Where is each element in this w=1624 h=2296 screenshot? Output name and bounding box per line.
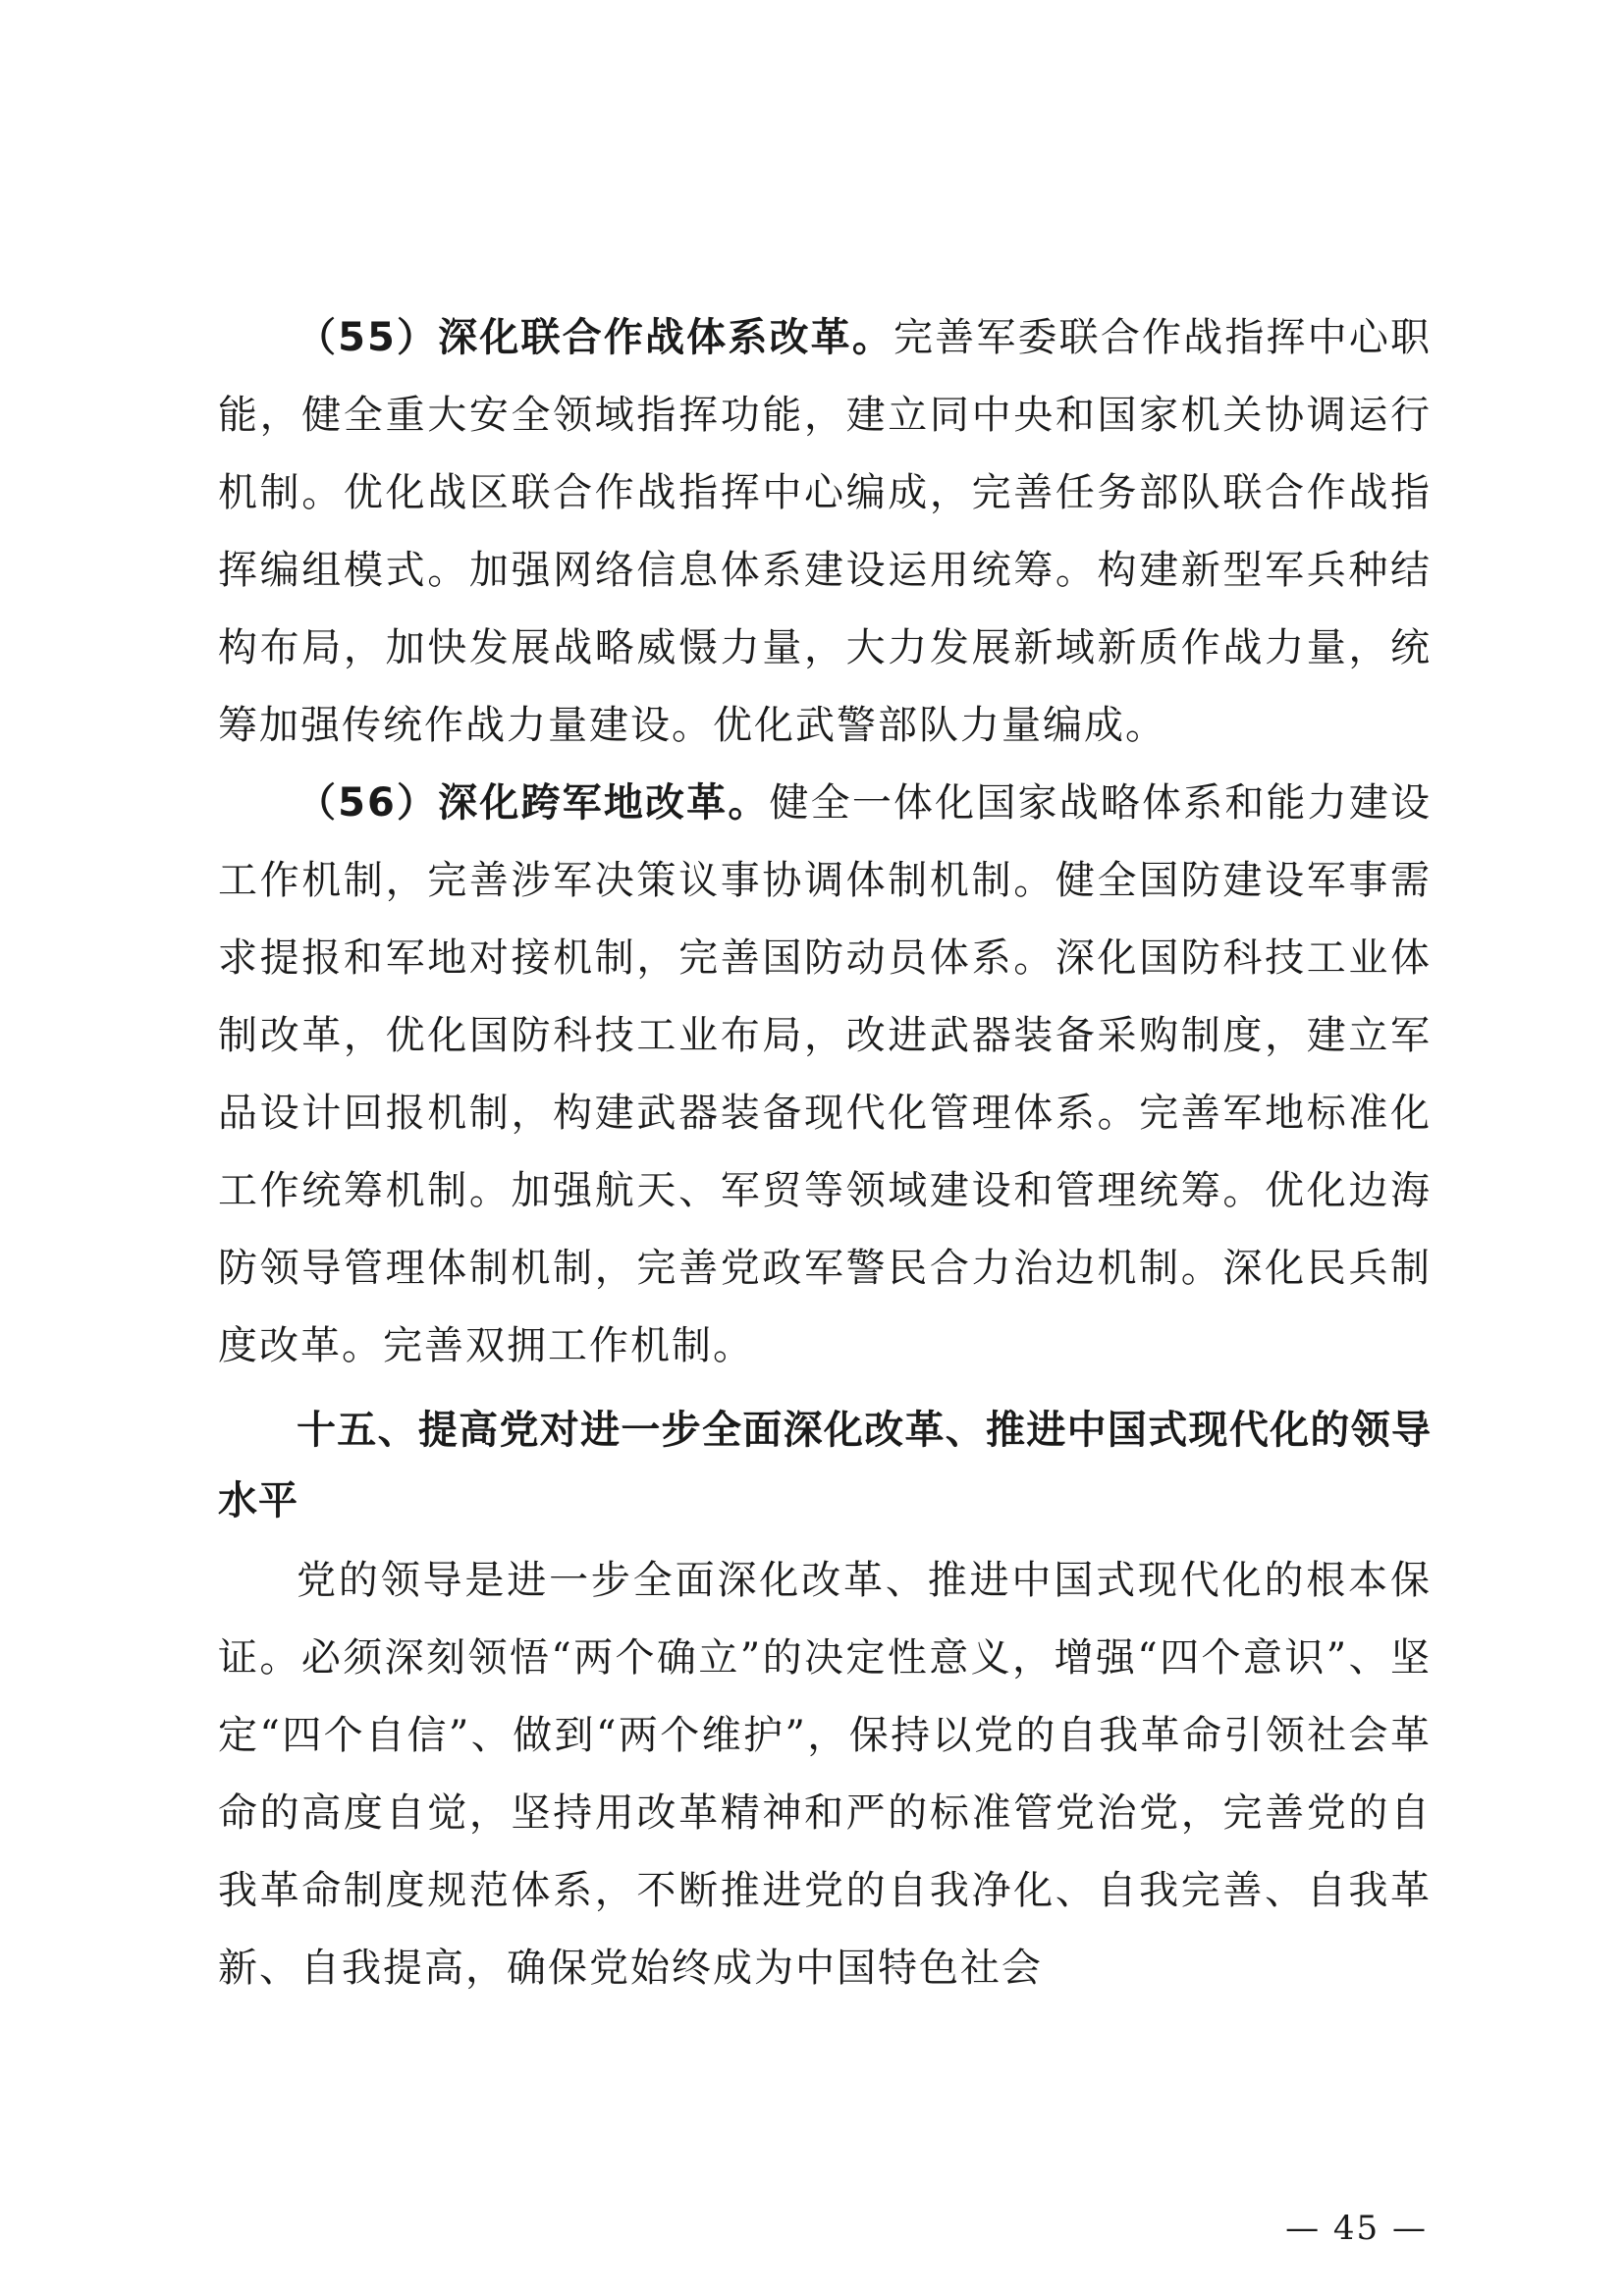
section-55-title: （55）深化联合作战体系改革。 (297, 315, 893, 360)
page-number-value: 45 (1332, 2209, 1380, 2248)
section-56-title: （56）深化跨军地改革。 (297, 780, 770, 826)
page-number-left-dash: — (1285, 2209, 1322, 2248)
page-body (218, 299, 1432, 2007)
section-56-text: 健全一体化国家战略体系和能力建设工作机制，完善涉军决策议事协调体制机制。健全国防建设军事需求提报和军地对接机制，完善国防动员体系。深化国防科技工业体制改革，优化国防科技工业布局，改进武器装备采购制度，建立军品设计回报机制，构建武器装备现代化管理体系。完善军地标准化工作统筹机制。加强航天、军贸等领域建设和管理统筹。优化边海防领导管理体制机制，完善党政军警民合力治边机制。深化民兵制度改革。完善双拥工作机制。 (218, 780, 1432, 1368)
section-56-paragraph (218, 765, 1432, 1385)
section-55-text: 完善军委联合作战指挥中心职能，健全重大安全领域指挥功能，建立同中央和国家机关协调运行机制。优化战区联合作战指挥中心编成，完善任务部队联合作战指挥编组模式。加强网络信息体系建设运用统筹。构建新型军兵种结构布局，加快发展战略威慑力量，大力发展新域新质作战力量，统筹加强传统作战力量建设。优化武警部队力量编成。 (218, 315, 1432, 748)
page-number-right-dash: — (1392, 2209, 1428, 2248)
page-number (1285, 2209, 1428, 2248)
section-55-paragraph (218, 299, 1432, 765)
closing-paragraph: 党的领导是进一步全面深化改革、推进中国式现代化的根本保证。必须深刻领悟“两个确立”的决定性意义，增强“四个意识”、坚定“四个自信”、做到“两个维护”，保持以党的自我革命引领社会革命的高度自觉，坚持用改革精神和严的标准管党治党，完善党的自我革命制度规范体系，不断推进党的自我净化、自我完善、自我革新、自我提高，确保党始终成为中国特色社会 (218, 1558, 1432, 1991)
chapter-15-heading: 十五、提高党对进一步全面深化改革、推进中国式现代化的领导水平 (218, 1408, 1432, 1523)
